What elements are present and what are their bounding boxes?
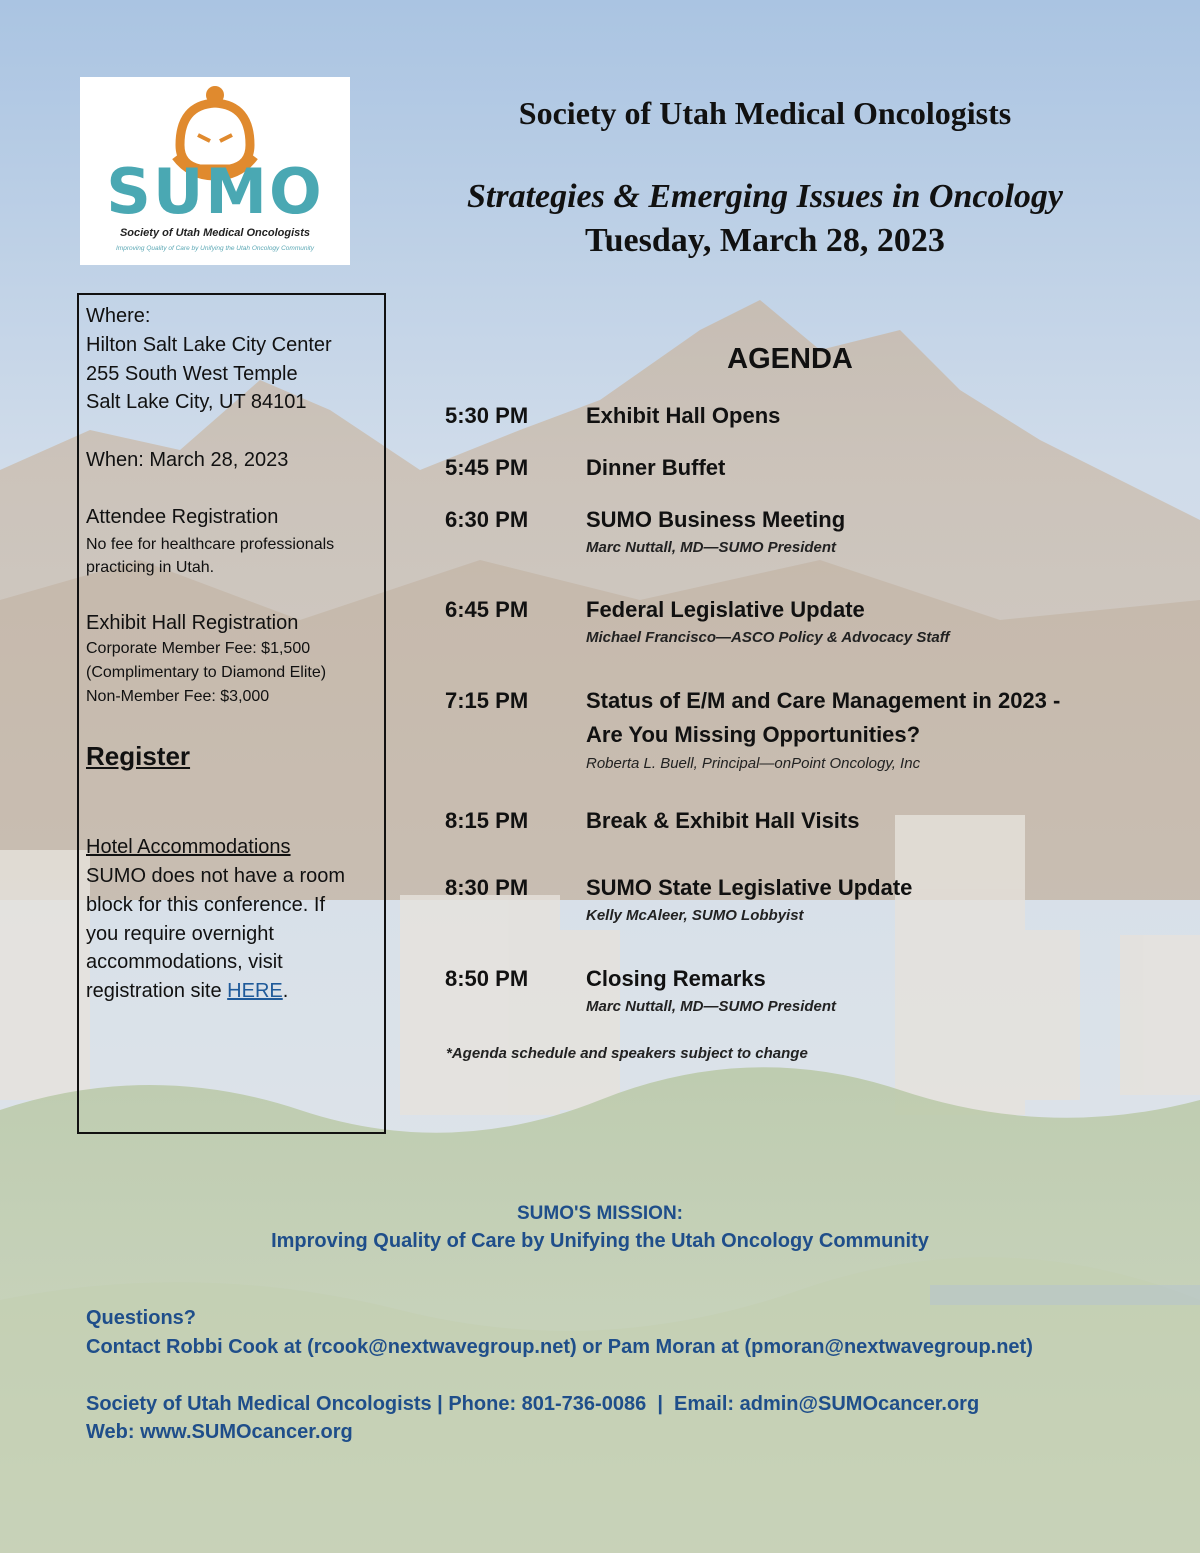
venue-address-line1: 255 South West Temple [86, 363, 298, 385]
event-when: When: March 28, 2023 [86, 449, 289, 471]
org-title: Society of Utah Medical Oncologists [518, 95, 1012, 131]
agenda-heading: AGENDA [727, 343, 853, 375]
register-link[interactable]: Register [86, 741, 191, 771]
agenda-title: Dinner Buffet [586, 455, 726, 480]
agenda-time: 8:50 PM [445, 966, 529, 991]
attendee-registration-line2: practicing in Utah. [86, 559, 215, 576]
venue-address-line2: Salt Lake City, UT 84101 [86, 391, 307, 413]
hotel-text-line4: accommodations, visit [86, 951, 283, 973]
exhibit-nonmember-fee: Non-Member Fee: $3,000 [86, 688, 270, 705]
agenda-title: Break & Exhibit Hall Visits [586, 808, 860, 833]
exhibit-registration-heading: Exhibit Hall Registration [86, 612, 299, 634]
attendee-registration-heading: Attendee Registration [86, 506, 279, 528]
hotel-text-prefix: registration site [86, 980, 228, 1002]
sumo-logo [80, 77, 350, 265]
agenda-title: Exhibit Hall Opens [586, 403, 781, 428]
agenda-speaker: Michael Francisco—ASCO Policy & Advocacy Staff [586, 629, 950, 646]
contact-line: Contact Robbi Cook at (rcook@nextwavegroup.net) or Pam Moran at (pmoran@nextwavegroup.net) [86, 1336, 1033, 1358]
mission-text: Improving Quality of Care by Unifying the Utah Oncology Community [271, 1230, 929, 1252]
agenda-title-line2: Are You Missing Opportunities? [586, 722, 921, 747]
agenda-speaker: Marc Nuttall, MD—SUMO President [586, 539, 837, 556]
logo-wordmark: SUMO [106, 155, 324, 228]
where-label: Where: [86, 305, 151, 327]
venue-name: Hilton Salt Lake City Center [86, 334, 332, 356]
hotel-text-line5 [86, 980, 288, 1003]
agenda-time: 7:15 PM [445, 688, 529, 713]
event-title: Strategies & Emerging Issues in Oncology [466, 178, 1063, 215]
agenda-title: Closing Remarks [586, 966, 766, 991]
hotel-here-link[interactable]: HERE [227, 980, 283, 1002]
agenda-title: Federal Legislative Update [586, 597, 865, 622]
agenda-time: 5:45 PM [445, 455, 529, 480]
agenda-time: 6:45 PM [445, 597, 529, 622]
website-line: Web: www.SUMOcancer.org [86, 1421, 353, 1443]
attendee-registration-line1: No fee for healthcare professionals [86, 536, 335, 553]
hotel-text-line2: block for this conference. If [86, 894, 326, 916]
logo-tagline: Improving Quality of Care by Unifying the Utah Oncology Community [116, 245, 314, 252]
questions-heading: Questions? [86, 1307, 197, 1329]
event-date: Tuesday, March 28, 2023 [585, 222, 945, 259]
agenda-speaker: Marc Nuttall, MD—SUMO President [586, 998, 837, 1015]
agenda-speaker: Roberta L. Buell, Principal—onPoint Oncology, Inc [586, 755, 921, 772]
hotel-text-suffix: . [282, 980, 289, 1002]
event-info-box [77, 293, 386, 1134]
agenda-time: 6:30 PM [445, 507, 529, 532]
hotel-heading: Hotel Accommodations [86, 836, 291, 858]
hotel-text-line3: you require overnight [86, 923, 274, 945]
agenda-disclaimer: *Agenda schedule and speakers subject to change [446, 1045, 808, 1062]
org-contact-line: Society of Utah Medical Oncologists | Phone: 801-736-0086 | Email: admin@SUMOcancer.org [86, 1393, 980, 1415]
exhibit-member-fee: Corporate Member Fee: $1,500 [86, 640, 311, 657]
logo-org-name: Society of Utah Medical Oncologists [119, 227, 311, 239]
agenda-time: 5:30 PM [445, 403, 529, 428]
hotel-text-line1: SUMO does not have a room [86, 865, 346, 887]
agenda-title: SUMO State Legislative Update [586, 875, 913, 900]
agenda-title: SUMO Business Meeting [586, 507, 846, 532]
mission-label: SUMO'S MISSION: [516, 1203, 684, 1224]
agenda-title: Status of E/M and Care Management in 2023 - [586, 688, 1061, 713]
exhibit-complimentary-note: (Complimentary to Diamond Elite) [86, 664, 327, 681]
agenda-time: 8:15 PM [445, 808, 529, 833]
agenda-time: 8:30 PM [445, 875, 529, 900]
agenda-speaker: Kelly McAleer, SUMO Lobbyist [586, 907, 804, 924]
